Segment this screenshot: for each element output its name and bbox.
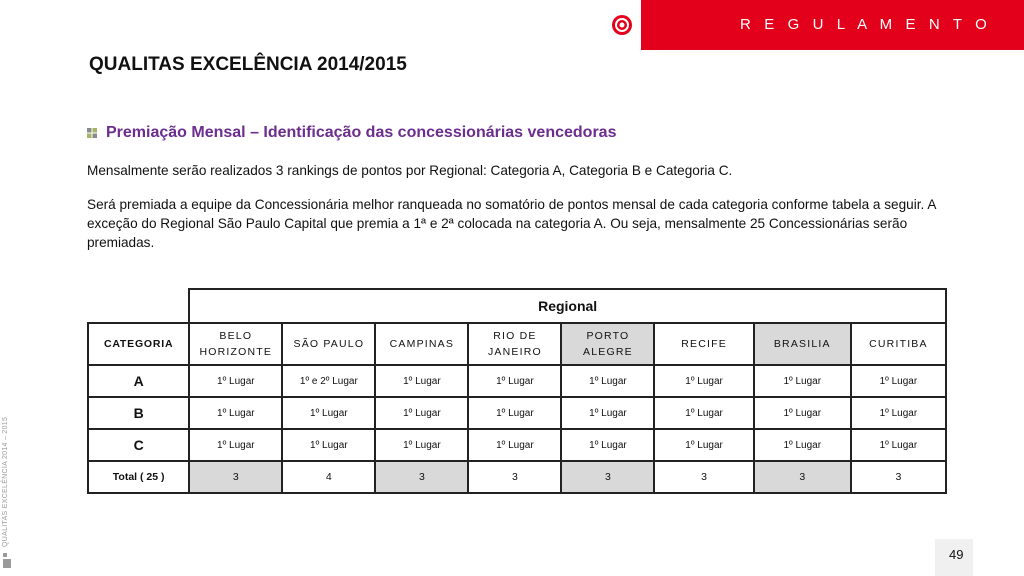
column-header: CAMPINAS bbox=[375, 323, 468, 365]
column-header: RIO DE JANEIRO bbox=[468, 323, 561, 365]
table-cell: 1º Lugar bbox=[754, 429, 851, 461]
awards-table bbox=[87, 288, 947, 498]
table-cell: 1º Lugar bbox=[851, 429, 946, 461]
side-squares-icon bbox=[3, 553, 12, 569]
section-title: Premiação Mensal – Identificação das concessionárias vencedoras bbox=[106, 124, 617, 141]
table-cell: 1º Lugar bbox=[189, 429, 282, 461]
column-header: CURITIBA bbox=[851, 323, 946, 365]
column-header: RECIFE bbox=[654, 323, 753, 365]
table-cell: 1º Lugar bbox=[754, 397, 851, 429]
category-label: A bbox=[88, 365, 189, 397]
total-label: Total ( 25 ) bbox=[88, 461, 189, 493]
page-title: QUALITAS EXCELÊNCIA 2014/2015 bbox=[89, 54, 407, 75]
category-header: CATEGORIA bbox=[88, 323, 189, 365]
table-cell: 1º Lugar bbox=[851, 365, 946, 397]
category-label: B bbox=[88, 397, 189, 429]
table-cell: 1º Lugar bbox=[282, 429, 375, 461]
table-cell: 1º Lugar bbox=[375, 397, 468, 429]
total-cell: 4 bbox=[282, 461, 375, 493]
table-row bbox=[88, 429, 946, 461]
target-icon bbox=[611, 14, 633, 36]
table-cell: 1º Lugar bbox=[375, 365, 468, 397]
table-cell: 1º Lugar bbox=[375, 429, 468, 461]
table-cell: 1º Lugar bbox=[654, 397, 753, 429]
page-number: 49 bbox=[949, 547, 964, 562]
table-row bbox=[88, 365, 946, 397]
paragraph-awards: Será premiada a equipe da Concessionária melhor ranqueada no somatório de pontos mensal de cada categoria conforme tabela a seguir. A exceção do Regional São Paulo Capital que premia a 1ª e 2ª colocada na categoria A. Ou seja, mensalmente 25 Concessionárias serão premiadas. bbox=[87, 197, 936, 250]
grid-bullet-icon bbox=[87, 128, 97, 138]
table-cell: 1º Lugar bbox=[754, 365, 851, 397]
table-cell: 1º Lugar bbox=[654, 365, 753, 397]
column-header: BELO HORIZONTE bbox=[189, 323, 282, 365]
table-cell: 1º e 2º Lugar bbox=[282, 365, 375, 397]
table-cell: 1º Lugar bbox=[282, 397, 375, 429]
column-header: SÃO PAULO bbox=[282, 323, 375, 365]
table-row bbox=[88, 397, 946, 429]
column-header: PORTO ALEGRE bbox=[561, 323, 654, 365]
side-label: QUALITAS EXCELÊNCIA 2014 – 2015 bbox=[2, 416, 9, 547]
paragraph-rankings: Mensalmente serão realizados 3 rankings de pontos por Regional: Categoria A, Categoria B e Categoria C. bbox=[87, 163, 733, 178]
total-cell: 3 bbox=[654, 461, 753, 493]
total-cell: 3 bbox=[561, 461, 654, 493]
banner-title: R E G U L A M E N T O bbox=[740, 16, 992, 33]
total-cell: 3 bbox=[754, 461, 851, 493]
total-cell: 3 bbox=[468, 461, 561, 493]
table-cell: 1º Lugar bbox=[189, 397, 282, 429]
table-cell: 1º Lugar bbox=[561, 397, 654, 429]
table-cell: 1º Lugar bbox=[561, 365, 654, 397]
table-cell: 1º Lugar bbox=[468, 397, 561, 429]
total-cell: 3 bbox=[189, 461, 282, 493]
regional-header: Regional bbox=[189, 289, 946, 323]
table-cell: 1º Lugar bbox=[468, 429, 561, 461]
total-cell: 3 bbox=[851, 461, 946, 493]
total-cell: 3 bbox=[375, 461, 468, 493]
total-row bbox=[88, 461, 946, 493]
table-cell: 1º Lugar bbox=[189, 365, 282, 397]
table-corner bbox=[88, 289, 189, 323]
column-header: BRASILIA bbox=[754, 323, 851, 365]
table-cell: 1º Lugar bbox=[468, 365, 561, 397]
category-label: C bbox=[88, 429, 189, 461]
table-cell: 1º Lugar bbox=[654, 429, 753, 461]
table-cell: 1º Lugar bbox=[561, 429, 654, 461]
table-cell: 1º Lugar bbox=[851, 397, 946, 429]
